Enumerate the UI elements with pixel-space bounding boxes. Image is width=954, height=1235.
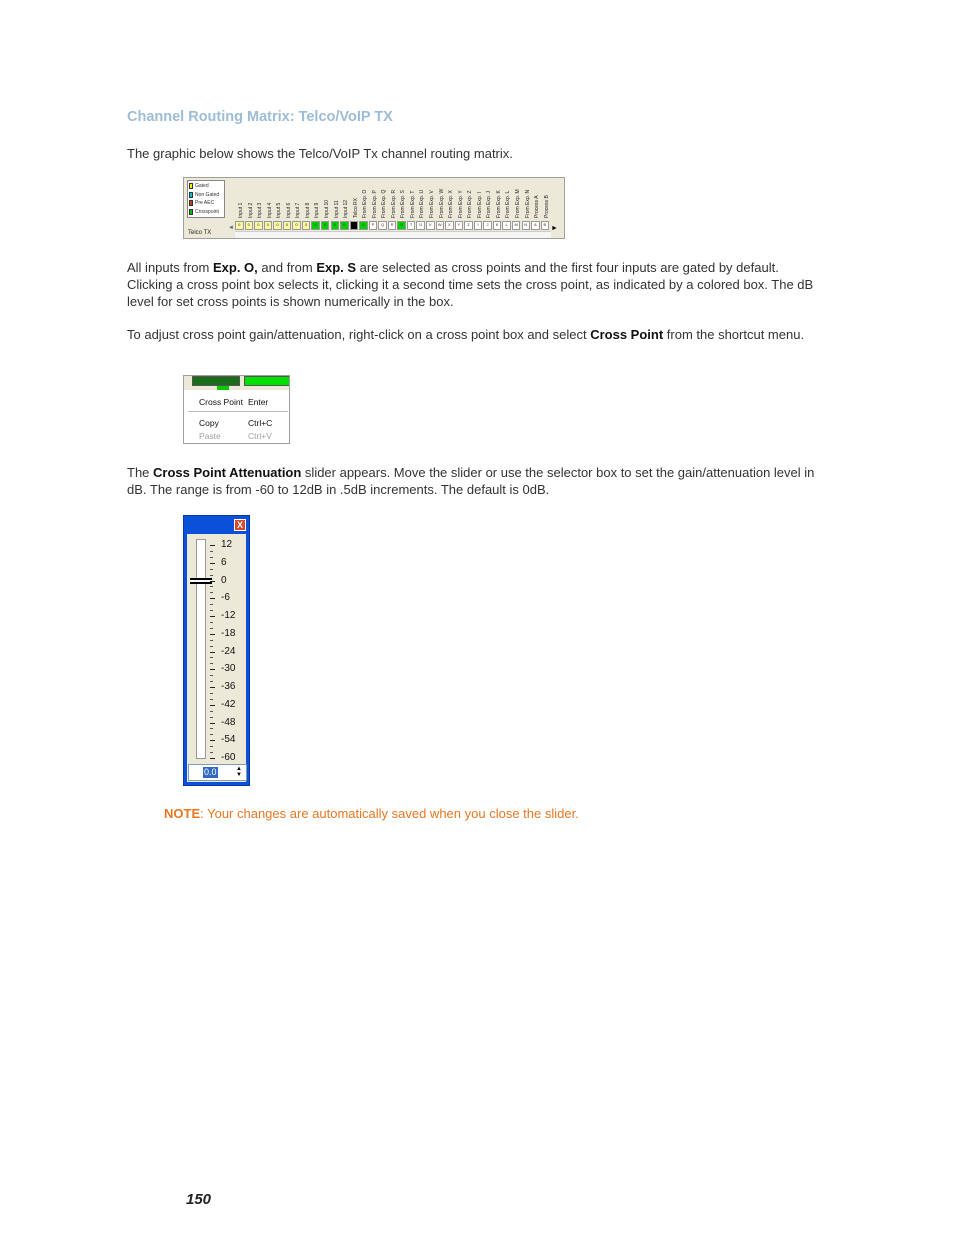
minor-tick <box>210 663 213 664</box>
major-tick <box>210 634 215 635</box>
scale-label: -24 <box>221 645 236 657</box>
scale-label: -12 <box>221 610 236 621</box>
column-label-text: Process A <box>534 195 541 218</box>
column-label-text: Input 6 <box>285 202 292 218</box>
crosspoint-cell[interactable]: M <box>512 221 521 230</box>
column-label <box>464 180 474 218</box>
crosspoint-cell[interactable]: Y <box>455 221 464 230</box>
column-label-text: Input 2 <box>247 202 254 218</box>
minor-tick <box>210 551 213 552</box>
intro-paragraph: The graphic below shows the Telco/VoIP Tx channel routing matrix. <box>127 146 513 161</box>
context-menu-screenshot <box>183 375 290 444</box>
menu-shortcut-copy: Ctrl+C <box>248 418 273 428</box>
column-label <box>531 180 541 218</box>
column-label <box>483 180 493 218</box>
column-label-text: From Exp. O <box>362 189 369 218</box>
minor-tick <box>210 628 213 629</box>
scroll-left-arrow[interactable]: ◄ <box>228 225 234 231</box>
column-label-text: Telco RX <box>352 197 359 218</box>
crosspoint-cell[interactable]: W <box>436 221 445 230</box>
column-label <box>474 180 484 218</box>
column-label <box>245 180 255 218</box>
column-label <box>522 180 532 218</box>
minor-tick <box>210 699 213 700</box>
legend-label: Pre AEC <box>195 200 215 206</box>
major-tick <box>210 581 215 582</box>
minor-tick <box>210 610 213 611</box>
crosspoint-cell[interactable]: R <box>388 221 397 230</box>
page-number: 150 <box>186 1191 212 1208</box>
minor-tick <box>210 586 213 587</box>
column-label-text: From Exp. I <box>476 192 483 218</box>
legend-item <box>189 199 224 208</box>
major-tick <box>210 705 215 706</box>
major-tick <box>210 545 215 546</box>
minor-tick <box>210 557 213 558</box>
cross-point-attenuation-slider-window <box>183 515 250 786</box>
column-label-text: From Exp. V <box>429 190 435 218</box>
crosspoint-cell[interactable]: 0 <box>331 221 340 230</box>
matrix-legend <box>187 180 225 218</box>
scale-label: -60 <box>221 752 236 763</box>
menu-item-paste: Paste <box>199 431 221 441</box>
crosspoint-cell[interactable]: 0 <box>359 221 368 230</box>
note-text: : Your changes are automatically saved when you close the slider. <box>200 806 579 821</box>
column-label-text: From Exp. T <box>409 190 416 218</box>
major-tick <box>210 687 215 688</box>
column-label <box>378 180 388 218</box>
column-label-text: From Exp. Q <box>381 189 388 218</box>
column-label <box>273 180 283 218</box>
paragraph-slider: The Cross Point Attenuation slider appears. Move the slider or use the selector box to set the gain/attenuation level in dB. The range is from -60 to 12dB in .5dB increments. The default is 0dB. <box>127 465 815 497</box>
column-label-text: Input 11 <box>333 200 340 218</box>
column-label-text: From Exp. K <box>495 190 502 218</box>
column-label-text: From Exp. M <box>514 189 521 218</box>
scroll-right-arrow[interactable]: ► <box>551 225 558 232</box>
column-label-text: Input 3 <box>257 202 264 218</box>
minor-tick <box>210 693 213 694</box>
crosspoint-cell[interactable]: 0 <box>283 221 292 230</box>
minor-tick <box>210 711 213 712</box>
routing-matrix-screenshot <box>183 177 565 239</box>
legend-swatch <box>189 209 193 215</box>
scale-label: -42 <box>221 698 236 710</box>
minor-tick <box>210 734 213 735</box>
column-label <box>331 180 341 218</box>
major-tick <box>210 563 215 564</box>
note-label: NOTE <box>164 806 201 821</box>
scale-label: 6 <box>221 556 227 568</box>
crosspoint-cell[interactable]: A <box>531 221 540 230</box>
menu-shortcut-enter: Enter <box>248 397 269 407</box>
db-selector-box[interactable] <box>188 764 247 781</box>
major-tick <box>210 652 215 653</box>
crosspoint-cell[interactable]: P <box>369 221 378 230</box>
column-label-text: From Exp. S <box>400 190 407 218</box>
column-label <box>541 180 551 218</box>
column-label-text: From Exp. Z <box>467 190 474 218</box>
column-label-text: From Exp. U <box>419 189 426 218</box>
minor-tick <box>210 622 213 623</box>
column-label-text: From Exp. Y <box>457 190 464 218</box>
slider-thumb[interactable] <box>190 578 212 584</box>
column-label <box>388 180 398 218</box>
column-label-text: From Exp. P <box>371 190 378 218</box>
crosspoint-cell[interactable]: Z <box>464 221 473 230</box>
crosspoint-cell[interactable]: V <box>426 221 435 230</box>
column-label <box>416 180 426 218</box>
minor-tick <box>210 728 213 729</box>
crosspoint-cell[interactable]: 0 <box>311 221 320 230</box>
crosspoint-cell[interactable]: 0 <box>397 221 406 230</box>
major-tick <box>210 740 215 741</box>
column-label-text: From Exp. W <box>438 188 445 218</box>
legend-item <box>189 182 224 191</box>
legend-item <box>189 191 224 200</box>
legend-label: Crosspoint <box>195 208 219 215</box>
crosspoint-cell[interactable]: X <box>445 221 454 230</box>
crosspoint-cell[interactable]: 0 <box>235 221 244 230</box>
menu-item-copy[interactable]: Copy <box>199 418 219 428</box>
crosspoint-cell[interactable]: 0 <box>340 221 349 230</box>
column-label <box>359 180 369 218</box>
column-label-text: From Exp. R <box>390 189 397 218</box>
column-label <box>340 180 350 218</box>
column-label-text: Input 8 <box>304 202 311 218</box>
spin-arrows-icon[interactable]: ▲ ▼ <box>236 766 242 778</box>
crosspoint-cell[interactable]: K <box>493 221 502 230</box>
scale-label: 0 <box>221 574 227 586</box>
column-label <box>283 180 293 218</box>
legend-swatch <box>189 200 193 206</box>
column-label <box>397 180 407 218</box>
scale-label: -54 <box>221 734 236 746</box>
note <box>164 806 579 821</box>
crosspoint-cell[interactable]: J <box>483 221 492 230</box>
column-label <box>445 180 455 218</box>
minor-tick <box>210 640 213 641</box>
column-label-text: Input 12 <box>343 199 350 218</box>
column-label <box>311 180 321 218</box>
column-label-text: From Exp. N <box>524 189 531 218</box>
column-label <box>426 180 436 218</box>
column-label <box>350 180 360 218</box>
major-tick <box>210 723 215 724</box>
legend-label: Non Gated <box>195 191 220 198</box>
matrix-row-label: Telco TX <box>188 230 212 236</box>
column-label <box>254 180 264 218</box>
minor-tick <box>210 657 213 658</box>
paragraph-defaults: All inputs from Exp. O, and from Exp. S are selected as cross points and the first four inputs are gated by default. Clicking a cross point box selects it, clicking it a second time sets the cross point, as indicated by a colored box. The dB level for set cross points is shown numerically in the box. <box>127 260 814 309</box>
column-label-text: Input 9 <box>314 202 321 218</box>
minor-tick <box>210 675 213 676</box>
column-label-text: Input 4 <box>266 202 273 218</box>
column-label-text: From Exp. L <box>505 190 512 218</box>
column-label-text: Input 1 <box>238 202 244 218</box>
crosspoint-cell[interactable]: L <box>502 221 511 230</box>
minor-tick <box>210 569 213 570</box>
crosspoint-cell[interactable]: T <box>407 221 416 230</box>
column-label-text: From Exp. J <box>486 191 493 218</box>
column-label <box>436 180 446 218</box>
matrix-row-bar <box>235 231 551 238</box>
minor-tick <box>210 746 213 747</box>
db-value[interactable]: 0.0 <box>204 767 217 777</box>
column-label <box>369 180 379 218</box>
column-label <box>302 180 312 218</box>
column-label-text: From Exp. X <box>448 190 455 218</box>
scale-label: -30 <box>221 663 236 675</box>
legend-item <box>189 208 224 217</box>
crosspoint-cell[interactable]: 0 <box>245 221 254 230</box>
minor-tick <box>210 575 213 576</box>
close-icon[interactable]: X <box>234 519 246 531</box>
column-label <box>512 180 522 218</box>
crosspoint-cell[interactable]: 0 <box>292 221 301 230</box>
crosspoint-cell-bright <box>244 376 290 386</box>
crosspoint-cell[interactable]: U <box>416 221 425 230</box>
column-label <box>292 180 302 218</box>
crosspoint-cell[interactable]: 0 <box>321 221 330 230</box>
crosspoint-cell[interactable]: N <box>522 221 531 230</box>
major-tick <box>210 669 215 670</box>
crosspoint-cell[interactable]: 0 <box>254 221 263 230</box>
scale-label: -48 <box>221 716 236 728</box>
scale-label: -36 <box>221 681 236 692</box>
crosspoint-cell[interactable]: 0 <box>264 221 273 230</box>
column-label <box>235 180 245 218</box>
major-tick <box>210 758 215 759</box>
column-label-text: Input 7 <box>295 202 302 218</box>
column-label-text: Input 10 <box>323 199 330 218</box>
minor-tick <box>210 646 213 647</box>
column-label <box>264 180 274 218</box>
crosspoint-cell[interactable]: 0 <box>302 221 311 230</box>
legend-label: Gated <box>195 183 209 189</box>
legend-swatch <box>189 192 193 198</box>
crosspoint-cell[interactable]: I <box>474 221 483 230</box>
column-label <box>407 180 417 218</box>
scale-label: -18 <box>221 627 236 639</box>
minor-tick <box>210 681 213 682</box>
column-label <box>502 180 512 218</box>
paragraph-adjust: To adjust cross point gain/attenuation, right-click on a cross point box and select Cross Point from the shortcut menu. <box>127 327 805 342</box>
legend-swatch <box>189 183 193 189</box>
menu-item-cross-point[interactable]: Cross Point <box>199 397 243 407</box>
column-label <box>493 180 503 218</box>
minor-tick <box>210 752 213 753</box>
minor-tick <box>210 717 213 718</box>
column-label-text: Process B <box>543 195 550 218</box>
column-label <box>455 180 465 218</box>
slider-track[interactable] <box>196 539 206 759</box>
menu-separator <box>188 411 288 412</box>
column-label <box>321 180 331 218</box>
crosspoint-cell[interactable] <box>350 221 359 230</box>
column-label-text: Input 5 <box>276 202 283 218</box>
minor-tick <box>210 604 213 605</box>
crosspoint-cell[interactable]: 0 <box>273 221 282 230</box>
crosspoint-cell-dark <box>192 376 240 386</box>
scale-label: -6 <box>221 592 230 604</box>
major-tick <box>210 598 215 599</box>
menu-shortcut-paste: Ctrl+V <box>248 431 272 441</box>
minor-tick <box>210 592 213 593</box>
major-tick <box>210 616 215 617</box>
crosspoint-cell[interactable]: B <box>541 221 550 230</box>
scale-label: 12 <box>221 539 233 550</box>
crosspoint-cell[interactable]: Q <box>378 221 387 230</box>
section-heading: Channel Routing Matrix: Telco/VoIP TX <box>127 109 393 125</box>
